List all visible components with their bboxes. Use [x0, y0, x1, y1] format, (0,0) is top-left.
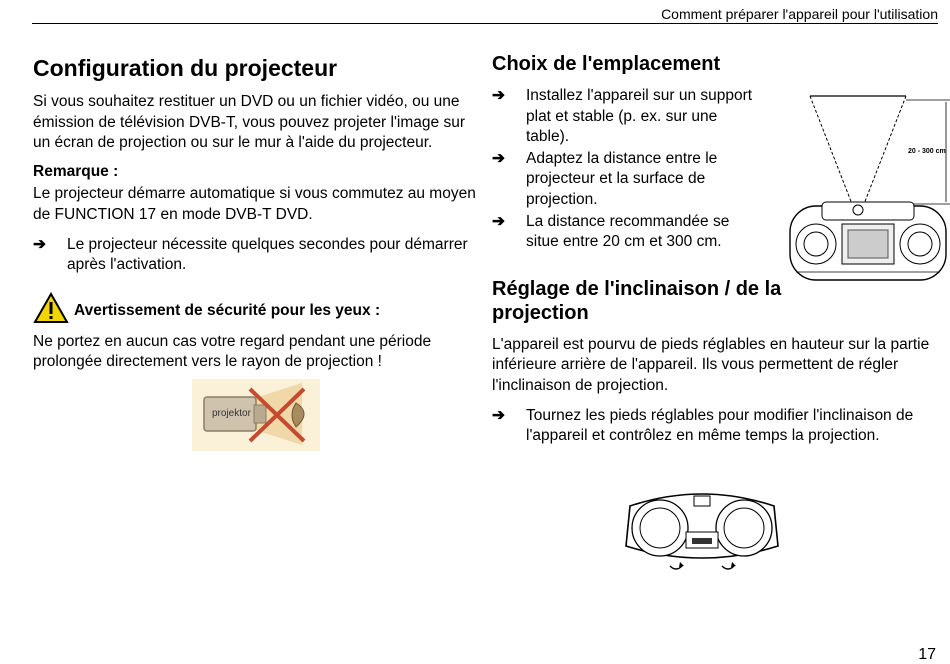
projector-warning-image [192, 379, 320, 451]
warning-title: Avertissement de sécurité pour les yeux : [74, 301, 381, 319]
bullet-text: La distance recommandée se situe entre 20 cm et 300 cm. [526, 212, 730, 251]
bullet-text: Adaptez la distance entre le projecteur et la surface de projection. [526, 149, 718, 208]
left-column [33, 54, 478, 451]
header-rule [32, 23, 938, 24]
list-item [492, 212, 757, 253]
arrow-right-icon: ➔ [33, 235, 46, 253]
arrow-right-icon: ➔ [492, 406, 505, 424]
placement-illustration [786, 94, 950, 284]
distance-label: 20 - 300 cm [908, 148, 946, 155]
placement-title: Choix de l'emplacement [492, 53, 721, 75]
projection-distance-diagram [786, 94, 950, 284]
running-header: Comment préparer l'appareil pour l'utilisation [661, 6, 938, 22]
section-title: Configuration du projecteur [33, 55, 338, 81]
device-front-diagram [620, 486, 784, 578]
page-number: 17 [918, 646, 936, 663]
note-heading: Remarque : [33, 162, 119, 180]
warning-text: Ne portez en aucun cas votre regard pendant une période prolongée directement vers le rayon de projection ! [33, 332, 432, 371]
tilt-title: Réglage de l'inclinaison / de la projection [492, 277, 782, 324]
bullet-text: Installez l'appareil sur un support plat et stable (p. ex. sur une table). [526, 87, 753, 146]
warning-triangle-icon [33, 292, 69, 324]
projector-label: projektor [212, 407, 251, 419]
list-item [492, 406, 937, 447]
tilt-illustration [620, 486, 784, 578]
intro-paragraph: Si vous souhaitez restituer un DVD ou un fichier vidéo, ou une émission de télévision DVB-T, vous pouvez projeter l'image sur un écran de projection ou sur le mur à l'aide du projecteur. [33, 93, 465, 152]
bullet-text: Le projecteur nécessite quelques secondes pour démarrer après l'activation. [67, 235, 468, 274]
list-item [33, 235, 478, 276]
arrow-right-icon: ➔ [492, 87, 505, 104]
arrow-right-icon: ➔ [492, 149, 505, 167]
tilt-paragraph: L'appareil est pourvu de pieds réglables en hauteur sur la partie inférieure arrière de l'appareil. Ils vous permettent de régler l'inclinaison de projection. [492, 335, 930, 394]
warning-heading [33, 294, 478, 326]
arrow-right-icon: ➔ [492, 212, 505, 230]
list-item [492, 149, 757, 211]
list-item [492, 86, 757, 148]
note-text: Le projecteur démarre automatique si vous commutez au moyen de FUNCTION 17 en mode DVB-T DVD. [33, 185, 476, 223]
bullet-text: Tournez les pieds réglables pour modifier l'inclinaison de l'appareil et contrôlez en même temps la projection. [526, 406, 914, 445]
